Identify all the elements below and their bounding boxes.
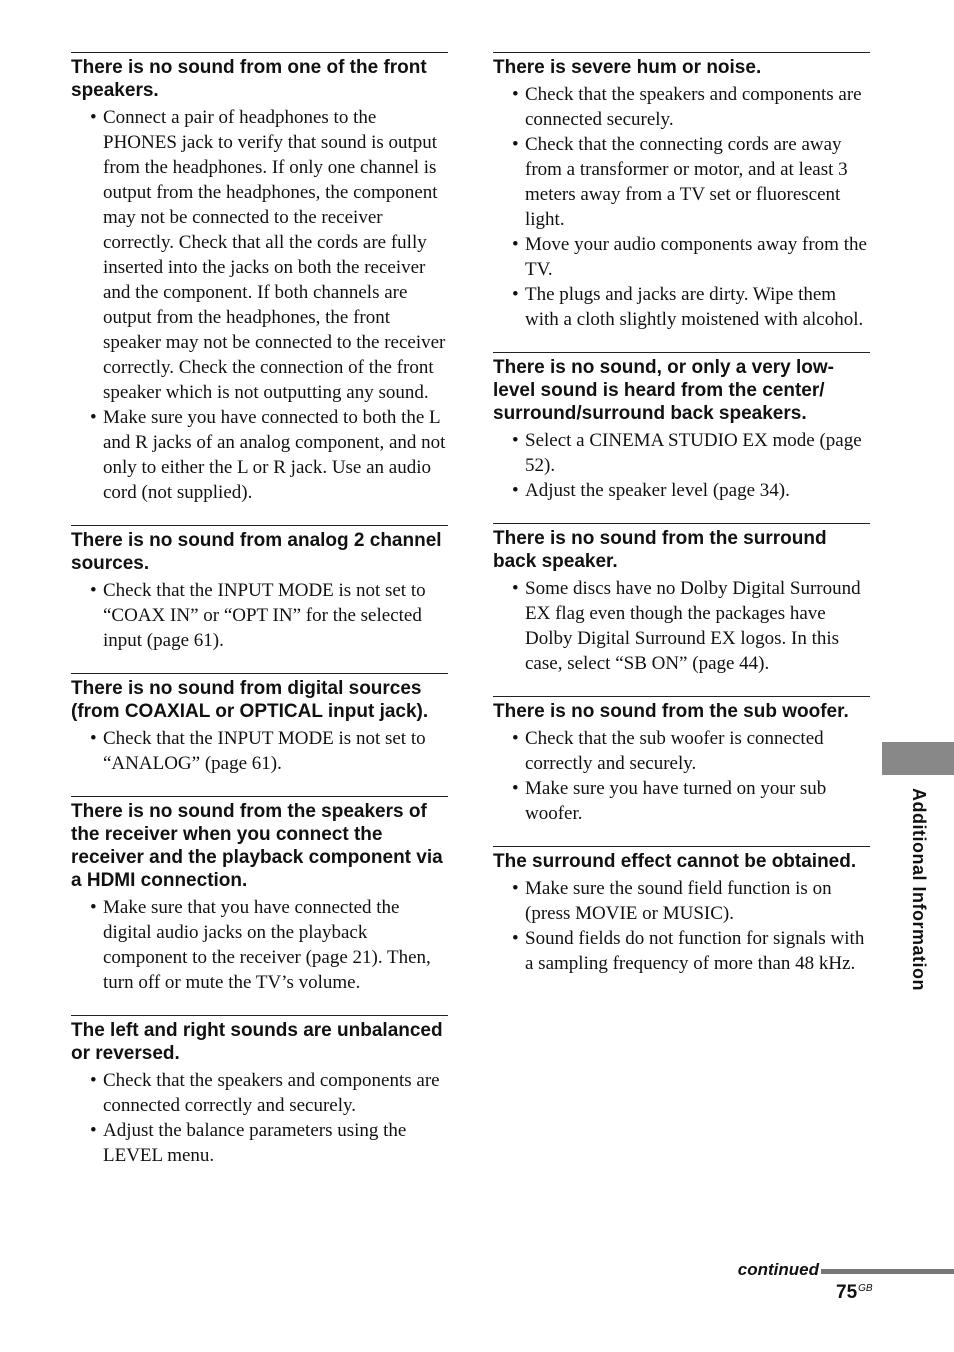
bullet-item: • Make sure you have connected to both the L and R jacks of an analog component, and not only to either the L or R jack. Use an audio cord (not supplied). <box>103 405 448 505</box>
troubleshooting-section <box>493 523 870 676</box>
section-tab-marker <box>882 742 954 775</box>
bullet-item: • Sound fields do not function for signals with a sampling frequency of more than 48 kHz. <box>525 926 870 976</box>
bullet-item: • Check that the INPUT MODE is not set to “ANALOG” (page 61). <box>103 726 448 776</box>
bullet-item: • Check that the connecting cords are away from a transformer or motor, and at least 3 meters away from a TV set or fluorescent light. <box>525 132 870 232</box>
bullet-item: • Select a CINEMA STUDIO EX mode (page 52). <box>525 428 870 478</box>
bullet-list <box>493 428 870 503</box>
bullet-item: • Check that the INPUT MODE is not set to “COAX IN” or “OPT IN” for the selected input (page 61). <box>103 578 448 653</box>
bullet-list <box>71 726 448 776</box>
troubleshooting-section <box>71 673 448 776</box>
bullet-list <box>493 576 870 676</box>
bullet-item: • Check that the sub woofer is connected correctly and securely. <box>525 726 870 776</box>
section-heading: The left and right sounds are unbalanced or reversed. <box>71 1020 443 1064</box>
bullet-list <box>493 82 870 332</box>
bullet-list <box>493 726 870 826</box>
bullet-item: • Check that the speakers and components are connected securely. <box>525 82 870 132</box>
section-heading: There is no sound from analog 2 channel sources. <box>71 530 442 574</box>
troubleshooting-section <box>493 846 870 976</box>
troubleshooting-section <box>71 525 448 653</box>
troubleshooting-section <box>493 696 870 826</box>
page-number-suffix: GB <box>858 1283 873 1294</box>
continued-label: continued <box>737 1260 819 1279</box>
troubleshooting-section <box>71 52 448 505</box>
section-heading: There is no sound from the speakers of the receiver when you connect the receiver and the playback component via a HDMI connection. <box>71 801 443 891</box>
section-heading: There is no sound, or only a very low-level sound is heard from the center/ surround/surround back speakers. <box>493 357 835 424</box>
bullet-list <box>71 578 448 653</box>
section-heading: The surround effect cannot be obtained. <box>493 851 857 872</box>
bullet-item: • Check that the speakers and components are connected correctly and securely. <box>103 1068 448 1118</box>
bullet-list <box>71 1068 448 1168</box>
bullet-item: • Make sure that you have connected the digital audio jacks on the playback component to the receiver (page 21). Then, turn off or mute the TV’s volume. <box>103 895 448 995</box>
bullet-item: • Adjust the speaker level (page 34). <box>525 478 870 503</box>
troubleshooting-section <box>71 796 448 995</box>
section-heading: There is no sound from one of the front speakers. <box>71 57 427 101</box>
troubleshooting-section <box>493 52 870 332</box>
bullet-list <box>493 876 870 976</box>
section-tab-label: Additional Information <box>909 788 929 991</box>
section-heading: There is no sound from digital sources (from COAXIAL or OPTICAL input jack). <box>71 678 429 722</box>
bullet-list <box>71 105 448 505</box>
bullet-list <box>71 895 448 995</box>
section-heading: There is severe hum or noise. <box>493 57 762 78</box>
bullet-item: • Make sure you have turned on your sub woofer. <box>525 776 870 826</box>
page-number <box>836 1282 873 1304</box>
bullet-item: • Move your audio components away from the TV. <box>525 232 870 282</box>
right-column <box>493 52 870 996</box>
bullet-item: • Some discs have no Dolby Digital Surround EX flag even though the packages have Dolby Digital Surround EX logos. In this case, select “SB ON” (page 44). <box>525 576 870 676</box>
bullet-item: • Make sure the sound field function is on (press MOVIE or MUSIC). <box>525 876 870 926</box>
section-heading: There is no sound from the surround back speaker. <box>493 528 827 572</box>
troubleshooting-section <box>493 352 870 503</box>
bullet-item: • The plugs and jacks are dirty. Wipe them with a cloth slightly moistened with alcohol. <box>525 282 870 332</box>
troubleshooting-section <box>71 1015 448 1168</box>
section-heading: There is no sound from the sub woofer. <box>493 701 849 722</box>
left-column <box>71 52 448 1188</box>
continued-bar <box>821 1269 954 1274</box>
bullet-item: • Connect a pair of headphones to the PHONES jack to verify that sound is output from the headphones. If only one channel is output from the headphones, the component may not be connected to the receiver correctly. Check that all the cords are fully inserted into the jacks on both the receiver and the component. If both channels are output from the headphones, the front speaker may not be connected to the receiver correctly. Check the connection of the front speaker which is not outputting any sound. <box>103 105 448 405</box>
page-number-value: 75 <box>836 1282 858 1303</box>
bullet-item: • Adjust the balance parameters using the LEVEL menu. <box>103 1118 448 1168</box>
